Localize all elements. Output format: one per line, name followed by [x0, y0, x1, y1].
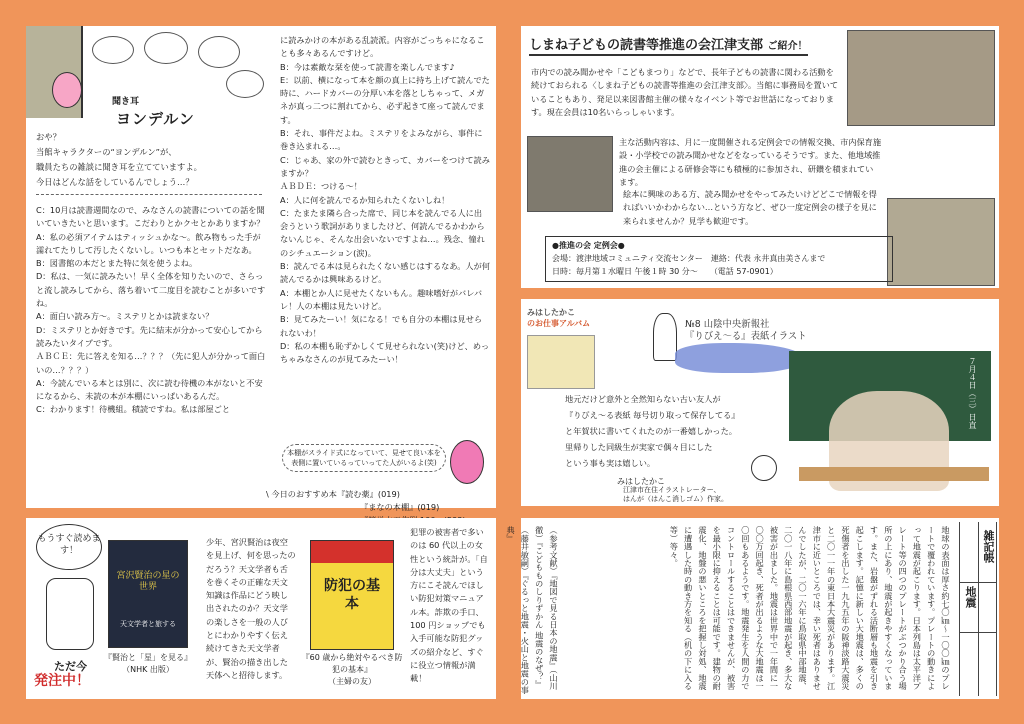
handwritten-message: 地元だけど意外と全然知らない古い友人が 『りびえ〜る表紙 毎号切り取って保存してる』 と年賀状に書いてくれたのが一番嬉しかった。 里帰りした同級生が実家で偶々目にした という事も実は嬉しい。	[565, 394, 740, 468]
refs-text: （参考文献）『地図で見る日本の地震』（山川徹）『こどもものしりずかん 地震のなぜ？』（藤井敏嗣）『ぐるっと地震・火山と地震の事典』	[506, 526, 559, 695]
dialog-right: に読みかけの本がある乱読派。内容がごっちゃになることも多々あるんですけど。 B：今は素敵な栞を使って読書を楽しんでます♪ E：以前、横になって本を顔の真上に持ち上げて読んでた時に、ハードカバーの分厚い本を落としちゃって、メガネが真っ二つに割れてから、必ず起きて座って読んでます。 B：それ、事件だよね。ミステリをよみながら、事件に巻き込まれる…。 C：じゃあ、家の外で読むときって、カバーをつけて読みますか？ ＡＢＤＥ：つける〜！ A：人に何を読んでるか知られたくないしね！ C：たまたま隣ら合った席で、同じ本を読んでる人に出会うという歌詞がありましたけど、何読んでるかわからないんじゃ、そんな出会いないですよね…。残念、憧れのシチュエーション(涙)。 B：読んでる本は見られたくない感じはするなあ。人が何読んでるかは興味あるけど。 A：本棚とか人に見せたくないもん。趣味嗜好がバレバレ！人の本棚は見たいけど。 B：見てみたーい！気になる！でも自分の本棚は見せられないわ！ D：私の本棚も恥ずかしくて見せられない(笑)けど、めっちゃみなさんのが見てみたーい！	[280, 35, 490, 365]
blue-splash	[675, 343, 805, 373]
zakki-title: 雑記帳	[982, 530, 995, 563]
para2: 主な活動内容は、月に一度開催される定例会での情報交換、市内保育施設・小学校での読み聞かせなどをなっているそうです。また、他地域推進の会主催による研修会等にも積極的に参加され、研鑽を積まれています。	[619, 137, 882, 187]
dialog-left: C：10月は読書週間なので、みなさんの読書についての話を聞いていきたいと思います。こだわりとかクセとかありますか？ A：私の必須アイテムはティッシュかな〜。飲み物もった手が濡れてたりして汚したくないし。いつも本とセットだなあ。 B：図書館の本だとまた特に気を使うよね。 D：私は、一気に読みたい！早く全体を知りたいので、さらっと流し読みしてから、落ち着いて二度目を読むことが多いですね。 A：面白い読み方〜。ミステリとかは読まない？ D：ミステリとか好きです。先に結末が分かって安心してから読みたいタイプです。 ＡＢＣＥ：先に答えを知る…？？？（先に犯人が分かって面白いの…？？？） A：今読んでいる本とは別に、次に読む待機の本がないと不安になるから、未読の本が本棚にいっぱいあるんだ。 C：わかります！待機組。積読ですね。私は部屋ごと	[36, 205, 266, 415]
order-badge: 発注中！	[34, 673, 90, 689]
mascot-icon	[52, 72, 82, 108]
chalkboard-date: ７月４日（三）日直	[968, 357, 977, 429]
mascot-sketch-icon	[46, 578, 94, 650]
ear-label: 聞き耳	[112, 97, 140, 107]
book1-desc: 少年、宮沢賢治は夜空を見上げ、何を思ったのだろう？天文学者も舌を巻くその正確な天文知識は作品にどう映し出されたのか？天文学の楽しさを一般の人びとにわかりやすく伝え続けてきた天文学者が、賢治の描き出した天体へと招待します。	[206, 537, 296, 680]
meeting-photo	[847, 30, 995, 126]
album-title: №8 山陰中央新報社 『りびえ〜る』表紙イラスト	[685, 319, 807, 342]
badge-top: ただ今	[54, 660, 87, 673]
thought-bubble-icon	[198, 36, 240, 68]
thought-bubble-icon	[144, 32, 188, 64]
classroom-illustration	[789, 351, 991, 499]
theme-title: 地震	[964, 586, 977, 608]
desk	[799, 467, 989, 481]
earthquake-notes-panel	[506, 518, 999, 699]
section-title: しまね子どもの読書等推進の会江津支部 ご紹介！	[529, 34, 808, 56]
album-logo: みはしたかこ のお仕事アルバム	[527, 308, 591, 328]
on-order-panel	[26, 518, 496, 699]
pen-mascot-icon	[653, 313, 677, 361]
book2-desc: 犯罪の被害者で多いのは 60 代以上の女性という統計が。「自分は大丈夫」という方にこそ読んでほしい防犯対策マニュアル本。詐欺の手口、100 円ショップでも入手可能な防犯グッズの紹介など、すぐに役立つ情報が満載！	[410, 527, 488, 684]
recommended-books: \ 今日のおすすめ本『読む薬』(019) 『まなの本棚』(019)	[266, 489, 440, 512]
yonderun-panel	[26, 26, 496, 512]
meeting-info-box: ●推進の会 定例会● 会場：渡津地域コミュニティ交流センター 連絡：代表 永井真由美さんまで 日時：毎月第１水曜日 午後１時 30 分〜 （電話 57-0901）	[545, 236, 893, 282]
recs-label: \	[266, 489, 272, 499]
storytelling-photo	[527, 136, 613, 212]
book2-cover: 防犯の基本	[310, 540, 394, 650]
book2-caption: 『60 歳から絶対やるべき防犯の基本』 （主婦の友）	[301, 653, 403, 686]
book1-cover: 宮沢賢治の星の世界 天文学者と旅する	[108, 540, 188, 648]
divider	[36, 194, 262, 195]
note-bubble: 本棚がスライド式になっていて、見せて良い本を表側に置いているっていってた人がいるよ(笑)	[282, 444, 446, 472]
book1-caption: 『賢治と「星」を見る』 （NHK 出版）	[104, 653, 192, 674]
char-name-title: ヨンデルン	[116, 110, 195, 128]
para1: 市内での読み聞かせや「こどもまつり」などで、長年子どもの読書に関わる活動を続けておられる〈しまね子どもの読書等推進の会江津支部〉。当館に事務局を置いていることもあり、発足以来図書館主催の様々なイベント等でお世話になっております。現在会員は10名いらっしゃいます。	[531, 67, 839, 117]
album-books-image	[527, 335, 595, 389]
mascot-icon	[450, 440, 484, 484]
speech-bubble: もうすぐ読めます！	[36, 524, 102, 570]
illustrator-album-panel	[521, 299, 999, 506]
earthquake-text: 地球の表面は厚さ約七〇㎞〜一〇〇㎞のプレートで覆われています。プレートの動きによって地震が起こります。日本列島は太平洋プレート等の四つのプレートがぶつかり合う場所の上にあり、地震が起きやすくなっています。また、岩盤がずれる活断層も地震を引き起こします。記憶に新しい大地震は、多くの死傷者を出した一九九五年の阪神淡路大震災と二〇一一年の東日本大震災があります。江津市に近いところでは、幸い死者はありませんでしたが、二〇一六年に鳥取県中部地震、二〇一八年に島根県西部地震が起き、多大な被害が出ました。地震は世界中で一年間に一〇〇万回起き、死者が出るような大地震は一〇回もあるようです。地震発生を人間の力でコントロールすることはできませんが、被害を最小限に抑えることは可能です。建物の耐震化、地盤の悪いところを把握し対処、地震に遭遇した時の動き方を知る（机の下に入る等）等々。	[669, 526, 951, 690]
zakki-header	[959, 522, 996, 696]
group-photo	[887, 198, 995, 286]
mascot-header-image	[26, 26, 83, 118]
thought-bubble-icon	[92, 36, 134, 64]
para3: 絵本に興味のある方、読み聞かせをやってみたいけどどこで情報を得ればいいかわからない…という方など、ぜひ一度定例会の様子を見に来られませんか？見学も歓迎です。	[623, 189, 877, 226]
thought-bubble-icon	[226, 70, 264, 98]
reading-group-panel	[521, 26, 999, 288]
intro-text: おや？ 当館キャラクターの“ヨンデルン”が、 職員たちの雑談に聞き耳を立てていますよ。 今日はどんな話をしているんでしょう…？	[36, 132, 202, 187]
author-block: みはしたかこ 江津市在住イラストレーター、 はんが（はんこ消しゴム）作家。	[617, 477, 728, 503]
